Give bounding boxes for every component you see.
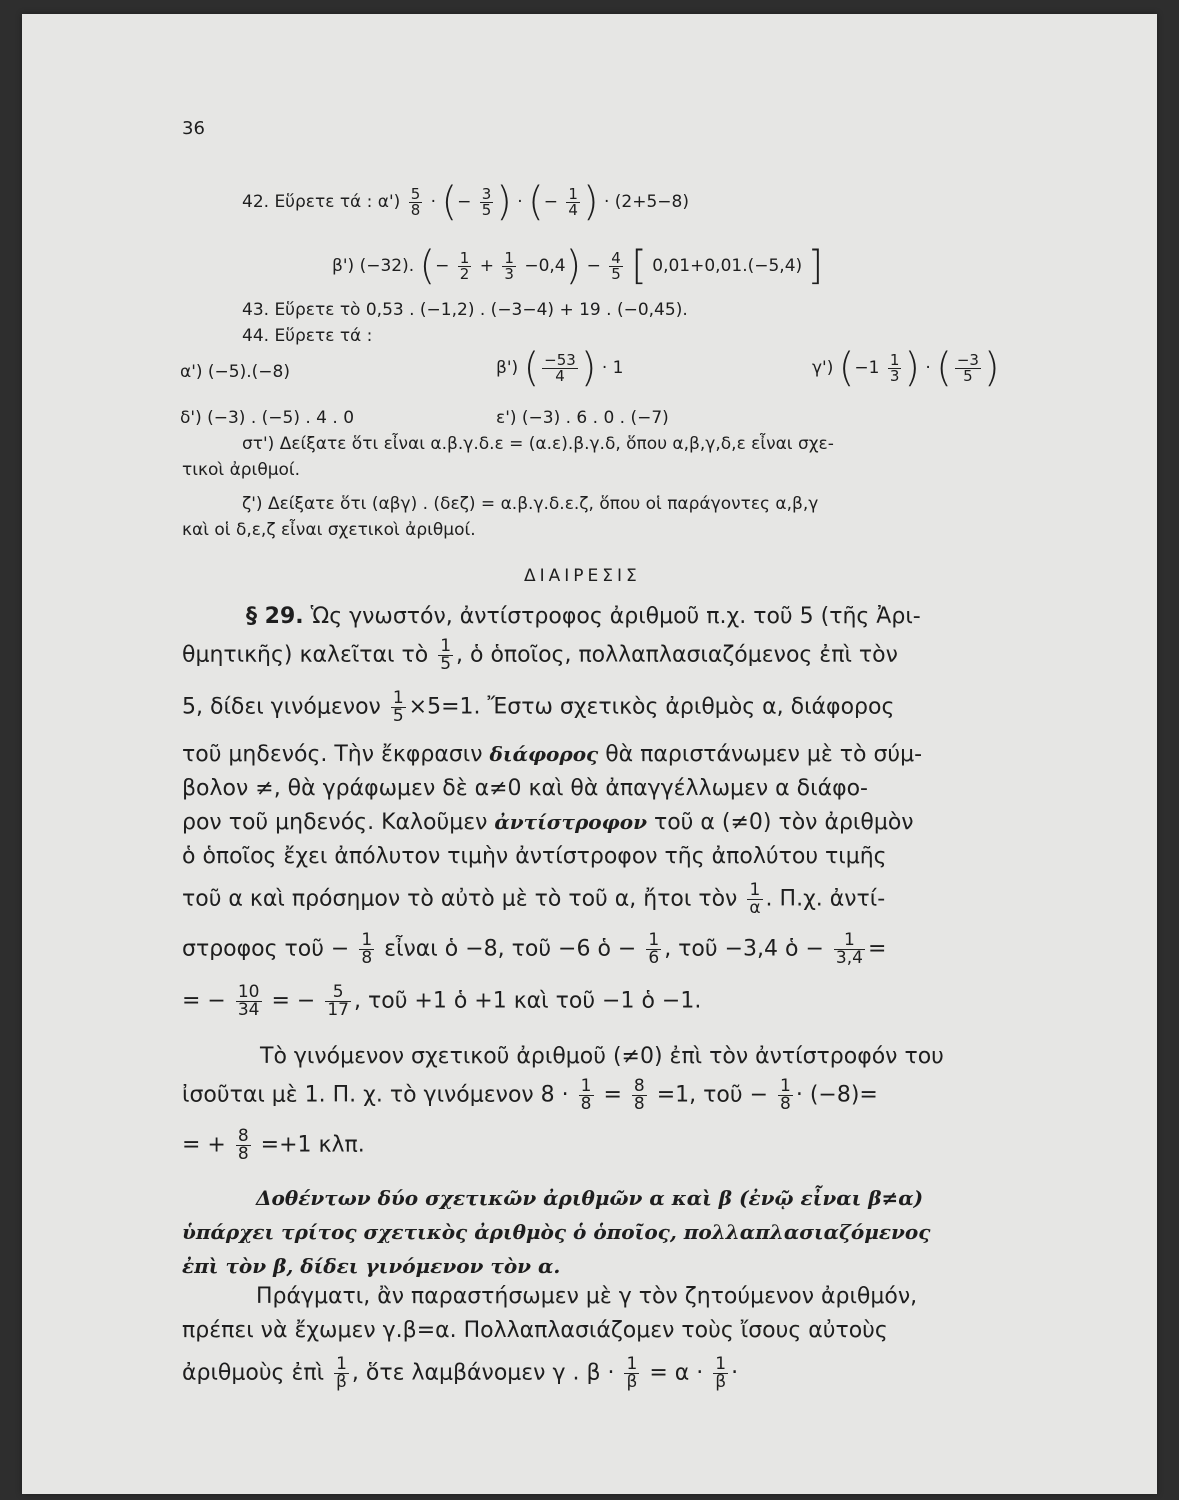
para29-line9: στροφος τοῦ − $\frac{1}{8}$ εἶναι ὁ −8, τοῦ −6 ὁ − $\frac{1}{6}$ , τοῦ −3,4 ὁ − $\frac{1}{3,4}$ =: [182, 930, 887, 968]
fraction: $\frac{-53}{4}$: [544, 350, 576, 385]
fraction: $\frac{5}{17}$: [327, 982, 349, 1020]
exercise-44-st-line1: στ') Δείξατε ὅτι εἶναι α.β.γ.δ.ε = (α.ε).β.γ.δ, ὅπου α,β,γ,δ,ε εἶναι σχε-: [242, 434, 834, 454]
para29-line5: βολον ≠, θὰ γράφωμεν δὲ α≠0 καὶ θὰ ἀπαγγέλλωμεν α διάφο-: [182, 776, 868, 801]
exercise-43: 43. Εὕρετε τὸ 0,53 . (−1,2) . (−3−4) + 19 . (−0,45).: [242, 300, 688, 320]
para29-line3: 5, δίδει γινόμενον $\frac{1}{5}$ ×5=1. Ἔστω σχετικὸς ἀριθμὸς α, διάφορος: [182, 688, 895, 726]
para2-line1: Τὸ γινόμενον σχετικοῦ ἀριθμοῦ (≠0) ἐπὶ τὸν ἀντίστροφόν του: [260, 1044, 944, 1069]
fraction: $\frac{4}{5}$: [611, 248, 621, 283]
exercise-44-e: ε') (−3) . 6 . 0 . (−7): [496, 408, 669, 428]
fraction: $\frac{1}{2}$: [459, 248, 470, 283]
fraction: $\frac{1}{3,4}$: [835, 930, 863, 968]
exercise-42-b: β') (−32). (− $\frac{1}{2}$ + $\frac{1}{3}$ −0,4) − $\frac{4}{5}$ [ 0,01+0,01.(−5,4) ]: [332, 243, 824, 289]
theorem-line2: ὑπάρχει τρίτος σχετικὸς ἀριθμὸς ὁ ὁποῖος, πολλαπλασιαζόμενος: [182, 1220, 931, 1244]
fraction: $\frac{1}{8}$: [361, 930, 373, 968]
proof-line3: ἀριθμοὺς ἐπὶ $\frac{1}{\beta}$ , ὅτε λαμβάνομεν γ . β · $\frac{1}{\beta}$ = α · $\frac{1}{\beta}$ ·: [182, 1354, 739, 1392]
book-page: [22, 14, 1157, 1494]
fraction: $\frac{-3}{5}$: [956, 350, 979, 385]
section-heading: ΔΙΑΙΡΕΣΙΣ: [524, 566, 641, 586]
fraction: $\frac{1}{\alpha}$: [749, 880, 761, 918]
fraction: $\frac{3}{5}$: [481, 184, 492, 219]
fraction: $\frac{1}{\beta}$: [715, 1354, 727, 1392]
exercise-44-d: δ') (−3) . (−5) . 4 . 0: [180, 408, 355, 428]
fraction: $\frac{1}{8}$: [580, 1076, 592, 1114]
fraction: $\frac{1}{4}$: [568, 184, 578, 219]
para29-line8: τοῦ α καὶ πρόσημον τὸ αὐτὸ μὲ τὸ τοῦ α, ἤτοι τὸν $\frac{1}{\alpha}$ . Π.χ. ἀντί-: [182, 880, 886, 918]
para29-line7: ὁ ὁποῖος ἔχει ἀπόλυτον τιμὴν ἀντίστροφον τῆς ἀπολύτου τιμῆς: [182, 844, 887, 869]
para2-line3: = + $\frac{8}{8}$ =+1 κλπ.: [182, 1126, 365, 1164]
para29-line6: ρον τοῦ μηδενός. Καλοῦμεν ἀντίστροφον τοῦ α (≠0) τὸν ἀριθμὸν: [182, 810, 914, 835]
page-number: 36: [182, 118, 205, 139]
exercise-44-a: α') (−5).(−8): [180, 362, 290, 382]
exercise-44-st-line2: τικοὶ ἀριθμοί.: [182, 460, 301, 480]
para29-line10: = − $\frac{10}{34}$ = − $\frac{5}{17}$ , τοῦ +1 ὁ +1 καὶ τοῦ −1 ὁ −1.: [182, 982, 702, 1020]
exercise-44-z-line2: καὶ οἱ δ,ε,ζ εἶναι σχετικοὶ ἀριθμοί.: [182, 520, 476, 540]
exercise-44-z-line1: ζ') Δείξατε ὅτι (αβγ) . (δεζ) = α.β.γ.δ.ε.ζ, ὅπου οἱ παράγοντες α,β,γ: [242, 494, 819, 514]
proof-line1: Πράγματι, ἂν παραστήσωμεν μὲ γ τὸν ζητούμενον ἀριθμόν,: [256, 1284, 918, 1309]
fraction: $\frac{1}{8}$: [780, 1076, 791, 1114]
exercise-44-title: 44. Εὕρετε τά :: [242, 326, 373, 346]
fraction: $\frac{8}{8}$: [237, 1126, 249, 1164]
exercise-44-c: γ') (−1 $\frac{1}{3}$ ) · ( $\frac{-3}{5}$ ): [812, 345, 1000, 391]
fraction: $\frac{1}{3}$: [889, 350, 900, 385]
para29-line4: τοῦ μηδενός. Τὴν ἔκφρασιν διάφορος θὰ παριστάνωμεν μὲ τὸ σύμ-: [182, 742, 923, 767]
exercise-44-b: β') ( $\frac{-53}{4}$ ) · 1: [496, 345, 624, 391]
fraction: $\frac{1}{\beta}$: [336, 1354, 347, 1392]
para29-line1: § 29. Ὡς γνωστόν, ἀντίστροφος ἀριθμοῦ π.χ. τοῦ 5 (τῆς Ἀρι-: [246, 604, 921, 629]
theorem-line3: ἐπὶ τὸν β, δίδει γινόμενον τὸν α.: [182, 1254, 561, 1278]
fraction: $\frac{1}{5}$: [392, 688, 404, 726]
fraction: $\frac{5}{8}$: [410, 184, 421, 219]
para2-line2: ἰσοῦται μὲ 1. Π. χ. τὸ γινόμενον 8 · $\frac{1}{8}$ = $\frac{8}{8}$ =1, τοῦ − $\frac{1}{8}$ · (−8)=: [182, 1076, 878, 1114]
fraction: $\frac{1}{6}$: [648, 930, 660, 968]
fraction: $\frac{1}{5}$: [440, 636, 452, 674]
fraction: $\frac{1}{3}$: [504, 248, 514, 283]
theorem-line1: Δοθέντων δύο σχετικῶν ἀριθμῶν α καὶ β (ἐνῷ εἶναι β≠α): [256, 1186, 924, 1210]
fraction: $\frac{1}{\beta}$: [626, 1354, 638, 1392]
fraction: $\frac{10}{34}$: [237, 982, 260, 1020]
fraction: $\frac{8}{8}$: [633, 1076, 645, 1114]
exercise-42-a: 42. Εὕρετε τά : α') $\frac{5}{8}$ · (− $\frac{3}{5}$ ) · (− $\frac{1}{4}$ ) · (2+5−8): [242, 179, 689, 225]
para29-line2: θμητικῆς) καλεῖται τὸ $\frac{1}{5}$ , ὁ ὁποῖος, πολλαπλασιαζόμενος ἐπὶ τὸν: [182, 636, 898, 674]
proof-line2: πρέπει νὰ ἔχωμεν γ.β=α. Πολλαπλασιάζομεν τοὺς ἴσους αὐτοὺς: [182, 1318, 888, 1343]
